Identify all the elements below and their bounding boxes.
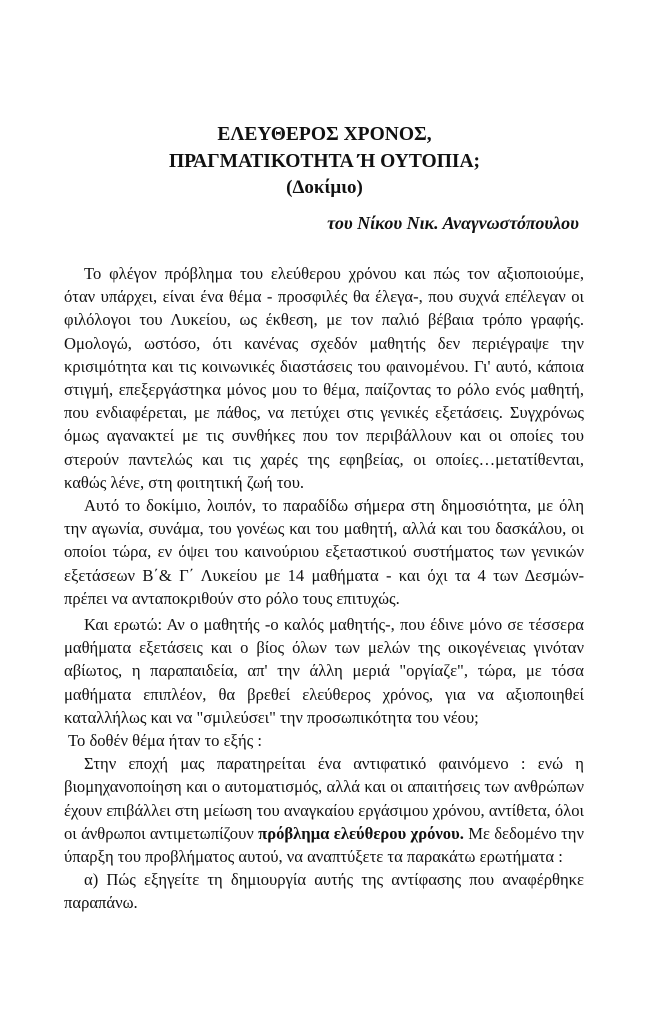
- paragraph-intro: Το φλέγον πρόβλημα του ελεύθερου χρόνου και πώς τον αξιοποιούμε, όταν υπάρχει, είναι ένα θέμα - προσφιλές θα έλεγα-, που συχνά επέλεγαν οι φιλόλογοι του Λυκείου, ως έκθεση, με τον παλιό βέβαια τρόπο γραφής. Ομολογώ, ωστόσο, ότι κανένας σχεδόν μαθητής δεν περιέγραψε την κρισιμότητα και τις κοινωνικές διαστάσεις του φαινομένου. Γι' αυτό, κάποια στιγμή, επεξεργάστηκα μόνος μου το θέμα, παίζοντας το ρόλο ενός μαθητή, που ενδιαφέρεται, με πάθος, να πετύχει στις γενικές εξετάσεις. Συγχρόνως όμως αγανακτεί με τις συνθήκες που τον περιβάλλουν και οι οποίες του στερούν παντελώς και τις χαρές της εφηβείας, οι οποίες…μετατίθενται, καθώς λένε, στη φοιτητική ζωή του.: [64, 264, 584, 492]
- paragraph-topic-intro: Το δοθέν θέμα ήταν το εξής :: [68, 731, 262, 751]
- title-line-2: ΠΡΑΓΜΑΤΙΚΟΤΗΤΑ Ή ΟΥΤΟΠΙΑ;: [168, 151, 481, 172]
- topic-text-start: Στην εποχή μας παρατηρείται ένα αντιφατικό φαινόμενο : ενώ η βιομηχανοποίηση και ο αυτοματισμός, αλλά και οι απαιτήσεις των ανθρώπων έχουν επιβάλλει στη μείωση του αναγκαίου εργάσιμου χρόνου, αντίθετα, όλοι οι άνθρωποι αντιμετωπίζουν: [64, 754, 584, 843]
- title-subtitle: (Δοκίμιο): [286, 177, 363, 198]
- essay-body: [64, 262, 584, 915]
- topic-bold-phrase: πρόβλημα ελεύθερου χρόνου.: [258, 823, 464, 843]
- paragraph-question: Και ερωτώ: Αν ο μαθητής -ο καλός μαθητής-, που έδινε μόνο σε τέσσερα μαθήματα εξετάσεις και ο βίος όλων των μελών της οικογένειας γινόταν αβίωτος, η παραπαιδεία, απ' την άλλη μεριά "οργίαζε", τώρα, με τόσα μαθήματα επιπλέον, θα βρεθεί ελεύθερος χρόνος, για να αξιοποιηθεί καταλλήλως και να "σμιλεύσει" την προσωπικότητα του νέου;: [64, 615, 584, 727]
- title-line-1: ΕΛΕΥΘΕΡΟΣ ΧΡΟΝΟΣ,: [217, 124, 432, 145]
- topic-text-end: Με δεδομένο την ύπαρξη του προβλήματος αυτού, να αναπτύξετε τα παρακάτω ερωτήματα :: [64, 823, 584, 867]
- author-byline: του Νίκου Νικ. Αναγνωστόπουλου: [327, 213, 579, 233]
- paragraph-publication: Αυτό το δοκίμιο, λοιπόν, το παραδίδω σήμερα στη δημοσιότητα, με όλη την αγωνία, συνάμα, του γονέως και του μαθητή, αλλά και του δασκάλου, οι οποίοι τώρα, εν όψει του καινούριου εξεταστικού συστήματος των γενικών εξετάσεων Β΄& Γ΄ Λυκείου με 14 μαθήματα - και όχι τα 4 των Δεσμών- πρέπει να ανταποκριθούν στο ρόλο τους επιτυχώς.: [64, 496, 584, 608]
- paragraph-topic: [64, 752, 584, 868]
- question-a: α) Πώς εξηγείτε τη δημιουργία αυτής της αντίφασης που αναφέρθηκε παραπάνω.: [64, 870, 584, 913]
